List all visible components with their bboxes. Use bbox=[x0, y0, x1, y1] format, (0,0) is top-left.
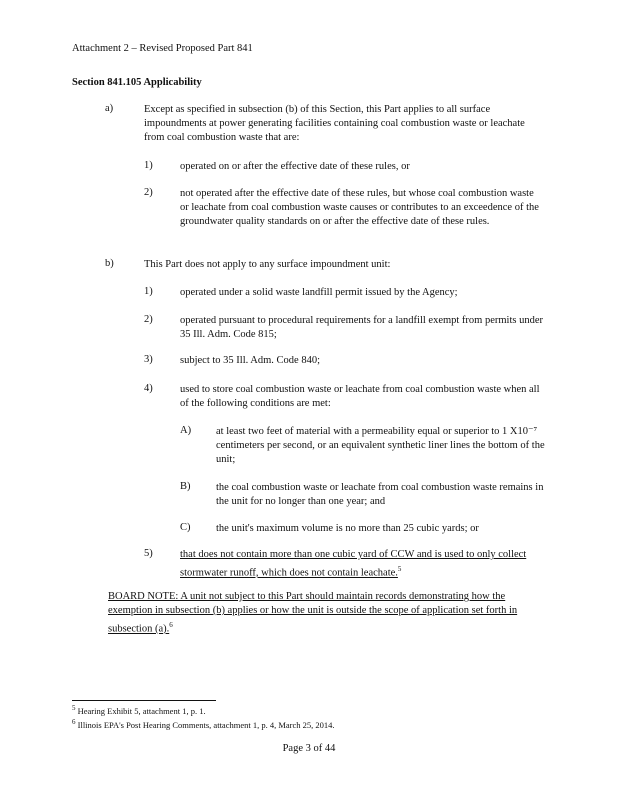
board-note bbox=[108, 590, 548, 637]
board-note-sup: 6 bbox=[169, 621, 173, 629]
page-header: Attachment 2 – Revised Proposed Part 841 bbox=[72, 43, 253, 54]
footnote-5-mark: 5 bbox=[72, 704, 76, 712]
b-sub-C-letter: C) bbox=[180, 522, 191, 533]
footnote-6 bbox=[72, 718, 335, 730]
footnote-5 bbox=[72, 704, 206, 716]
b-item-3-num: 3) bbox=[144, 354, 153, 365]
footnote-divider bbox=[72, 700, 216, 701]
section-title: Section 841.105 Applicability bbox=[72, 77, 202, 88]
b-sub-A-letter: A) bbox=[180, 425, 192, 436]
b-sub-B-letter: B) bbox=[180, 481, 191, 492]
b-item-2-num: 2) bbox=[144, 314, 153, 325]
b-sub-A-text: at least two feet of material with a permeability equal or superior to 1 X10⁻⁷ centimeters per second, or an equivalent synthetic liner lines the bottom of the unit; bbox=[216, 426, 545, 465]
b-item-5-text bbox=[180, 548, 545, 581]
footnote-6-text: Illinois EPA's Post Hearing Comments, attachment 1, p. 4, March 25, 2014. bbox=[77, 719, 335, 730]
b-sub-B-text: the coal combustion waste or leachate from coal combustion waste remains in the unit for no longer than one year; and bbox=[216, 482, 544, 507]
b-item-1-text: operated under a solid waste landfill permit issued by the Agency; bbox=[180, 287, 458, 298]
a-item-1-text: operated on or after the effective date of these rules, or bbox=[180, 161, 410, 172]
a-item-2-text: not operated after the effective date of these rules, but whose coal combustion waste or leachate from coal combustion waste causes or contributes to an exceedence of the groundwater quality standards on or after the effective date of these rules. bbox=[180, 188, 539, 227]
b-sub-C-text: the unit's maximum volume is no more than 25 cubic yards; or bbox=[216, 523, 479, 534]
footnote-6-mark: 6 bbox=[72, 718, 76, 726]
a-item-1-num: 1) bbox=[144, 160, 153, 171]
subsection-b-text: This Part does not apply to any surface impoundment unit: bbox=[144, 259, 391, 270]
b-item-5-num: 5) bbox=[144, 548, 153, 559]
subsection-a-label: a) bbox=[105, 103, 114, 114]
footnote-5-text: Hearing Exhibit 5, attachment 1, p. 1. bbox=[77, 705, 206, 716]
b-item-2-text: operated pursuant to procedural requirements for a landfill exempt from permits under 35 Ill. Adm. Code 815; bbox=[180, 315, 543, 340]
b-item-1-num: 1) bbox=[144, 286, 153, 297]
page-footer: Page 3 of 44 bbox=[282, 743, 336, 754]
b-item-4-num: 4) bbox=[144, 383, 153, 394]
subsection-a-text: Except as specified in subsection (b) of this Section, this Part applies to all surface impoundments at power generating facilities containing coal combustion waste or leachate from coal combustion waste that are: bbox=[144, 104, 525, 143]
b-item-3-text: subject to 35 Ill. Adm. Code 840; bbox=[180, 355, 320, 366]
b-item-4-text: used to store coal combustion waste or leachate from coal combustion waste when all of the following conditions are met: bbox=[180, 384, 540, 409]
b-item-5-sup: 5 bbox=[397, 565, 402, 573]
b-item-5-body: that does not contain more than one cubic yard of CCW and is used to only collect stormwater runoff, which does not contain leachate. bbox=[180, 549, 527, 579]
subsection-b-label: b) bbox=[105, 258, 114, 269]
a-item-2-num: 2) bbox=[144, 187, 153, 198]
board-note-text: BOARD NOTE: A unit not subject to this Part should maintain records demonstrating how the exemption in subsection (b) applies or how the unit is outside the scope of application set forth in subsection (a). bbox=[108, 591, 518, 635]
